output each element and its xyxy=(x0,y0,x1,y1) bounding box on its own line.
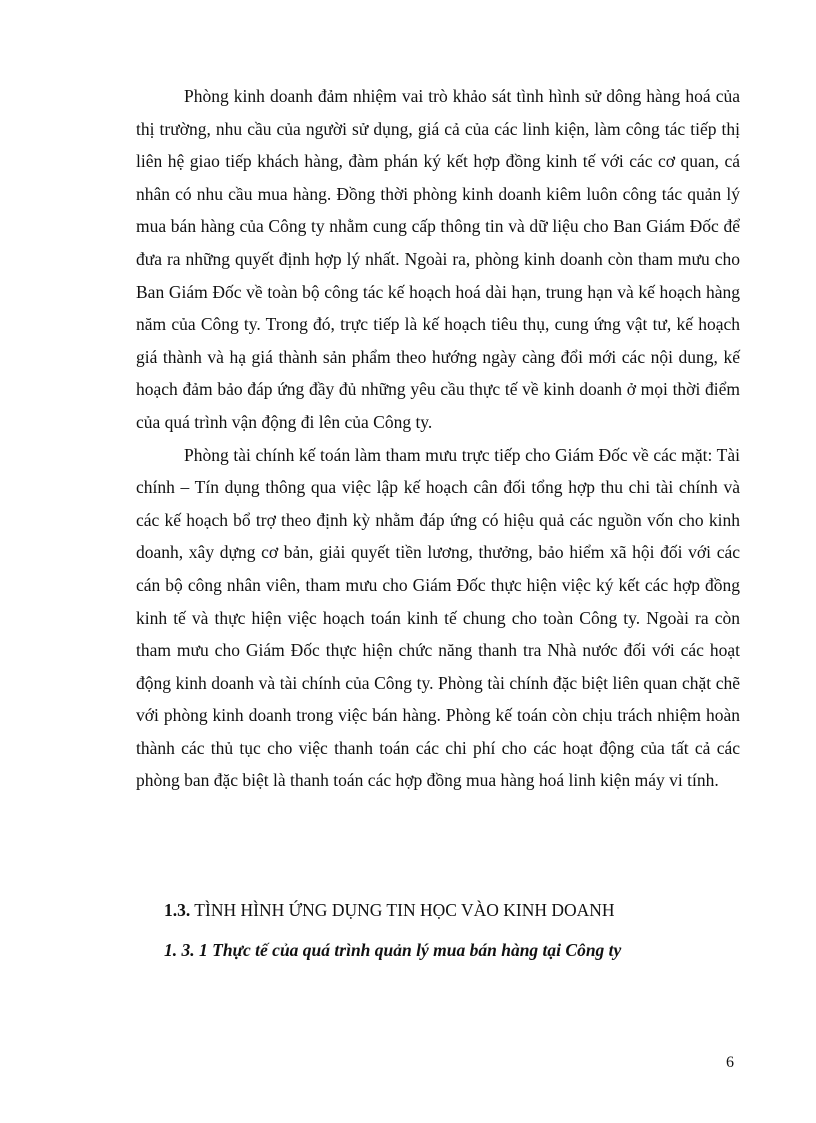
paragraph-finance-department: Phòng tài chính kế toán làm tham mưu trực tiếp cho Giám Đốc về các mặt: Tài chính – Tín dụng thông qua việc lập kế hoạch cân đối tổng hợp thu chi tài chính và các kế hoạch bổ trợ theo định kỳ nhằm đáp ứng có hiệu quả các nguồn vốn cho kinh doanh, xây dựng cơ bản, giải quyết tiền lương, thưởng, bảo hiểm xã hội đối với các cán bộ công nhân viên, tham mưu cho Giám Đốc thực hiện việc ký kết các hợp đồng kinh tế và thực hiện việc hoạch toán kinh tế chung cho toàn Công ty. Ngoài ra còn tham mưu cho Giám Đốc thực hiện chức năng thanh tra Nhà nước đối với các hoạt động kinh doanh và tài chính của Công ty. Phòng tài chính đặc biệt liên quan chặt chẽ với phòng kinh doanh trong việc bán hàng. Phòng kế toán còn chịu trách nhiệm hoàn thành các thủ tục cho việc thanh toán các chi phí cho các hoạt động của tất cả các phòng ban đặc biệt là thanh toán các hợp đồng mua hàng hoá linh kiện máy vi tính. xyxy=(136,444,740,791)
section-heading xyxy=(164,900,744,921)
section-title: TÌNH HÌNH ỨNG DỤNG TIN HỌC VÀO KINH DOANH xyxy=(190,900,615,920)
paragraph-sales-department: Phòng kinh doanh đảm nhiệm vai trò khảo sát tình hình sử dông hàng hoá của thị trường, nhu cầu của người sử dụng, giá cả của các linh kiện, làm công tác tiếp thị liên hệ giao tiếp khách hàng, đàm phán ký kết hợp đồng kinh tế với các cơ quan, cá nhân có nhu cầu mua hàng. Đồng thời phòng kinh doanh kiêm luôn công tác quản lý mua bán hàng của Công ty nhằm cung cấp thông tin và dữ liệu cho Ban Giám Đốc để đưa ra những quyết định hợp lý nhất. Ngoài ra, phòng kinh doanh còn tham mưu cho Ban Giám Đốc về toàn bộ công tác kế hoạch hoá dài hạn, trung hạn và kế hoạch hàng năm của Công ty. Trong đó, trực tiếp là kế hoạch tiêu thụ, cung ứng vật tư, kế hoạch giá thành và hạ giá thành sản phẩm theo hướng ngày càng đổi mới các nội dung, kế hoạch đảm bảo đáp ứng đầy đủ những yêu cầu thực tế về kinh doanh ở mọi thời điểm của quá trình vận động đi lên của Công ty. xyxy=(136,86,740,432)
section-number: 1.3. xyxy=(164,900,191,920)
body-text xyxy=(136,80,740,797)
subsection-heading: 1. 3. 1 Thực tế của quá trình quản lý mua bán hàng tại Công ty xyxy=(164,940,622,960)
page-number: 6 xyxy=(726,1054,734,1071)
